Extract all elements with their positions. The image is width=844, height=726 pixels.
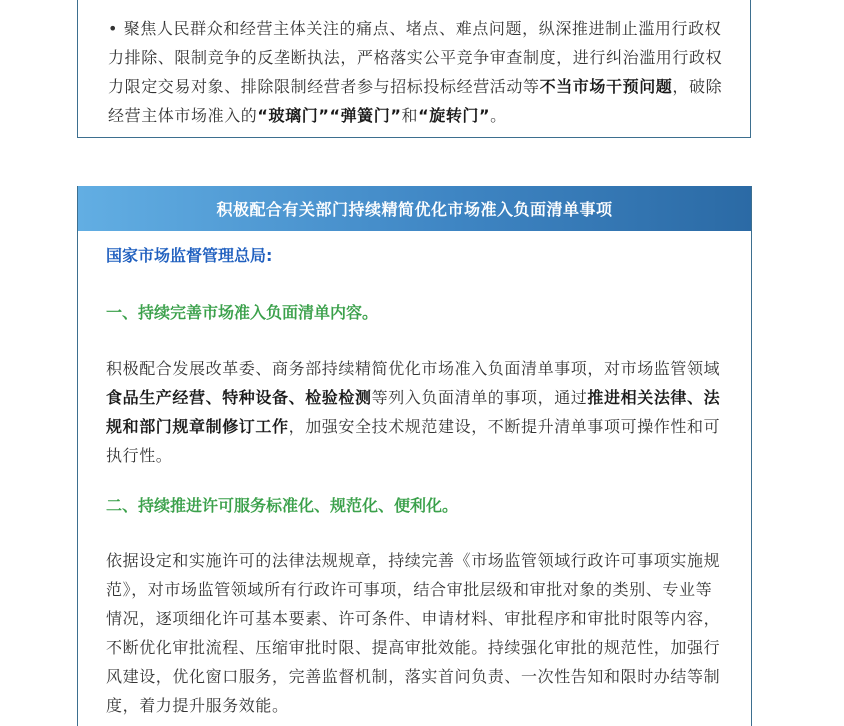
section-2-paragraph: 依据设定和实施许可的法律法规规章，持续完善《市场监管领域行政许可事项实施规范》，对市场监管领域所有行政许可事项，结合审批层级和审批对象的类别、专业等情况，逐项细化许可基本要素、许可条件、申请材料、审批程序和审批时限等内容，不断优化审批流程、压缩审批时限、提高审批效能。持续强化审批的规范性，加强行风建设，优化窗口服务，完善监督机制，落实首问负责、一次性告知和限时办结等制度，着力提升服务效能。: [106, 551, 721, 715]
card-body: [78, 231, 751, 720]
paragraph-text: 等列入负面清单的事项，通过: [371, 388, 588, 407]
bold-phrase: “旋转门”: [418, 106, 491, 125]
card-title: 积极配合有关部门持续精简优化市场准入负面清单事项: [216, 200, 613, 219]
bold-phrase: “弹簧门”: [329, 106, 402, 125]
section-1-paragraph: [106, 354, 723, 470]
card-header: [78, 186, 751, 231]
organization-name: 国家市场监督管理总局:: [106, 246, 273, 265]
bullet-dot: •: [108, 19, 119, 38]
content-card: [77, 186, 752, 726]
bullet-text: 和: [401, 106, 419, 125]
bold-phrase: 食品生产经营、特种设备、检验检测: [106, 388, 372, 407]
paragraph-text: ，加强安全技术规范建设，不断提升清单事项可操作性和可执行性。: [106, 417, 721, 465]
bullet-text: ，破除经营主体市场准入的: [108, 77, 723, 125]
bullet-text: 。: [490, 106, 507, 125]
bullet-paragraph: [108, 14, 728, 130]
bold-phrase: 推进相关法律、法规和部门规章制修订工作: [106, 388, 721, 436]
section-2-title: 二、持续推进许可服务标准化、规范化、便利化。: [106, 496, 459, 515]
bold-phrase: “玻璃门”: [257, 106, 330, 125]
paragraph-text: 积极配合发展改革委、商务部持续精简优化市场准入负面清单事项，对市场监管领域: [106, 359, 721, 378]
bold-phrase: 不当市场干预问题: [539, 77, 673, 96]
previous-content-box: [77, 0, 751, 138]
bullet-text: 聚焦人民群众和经营主体关注的痛点、堵点、难点问题，纵深推进制止滥用行政权力排除、限制竞争的反垄断执法，严格落实公平竞争审查制度，进行纠治滥用行政权力限定交易对象、排除限制经营者参与招标投标经营活动等: [108, 19, 723, 96]
section-1-title: 一、持续完善市场准入负面清单内容。: [106, 303, 379, 322]
